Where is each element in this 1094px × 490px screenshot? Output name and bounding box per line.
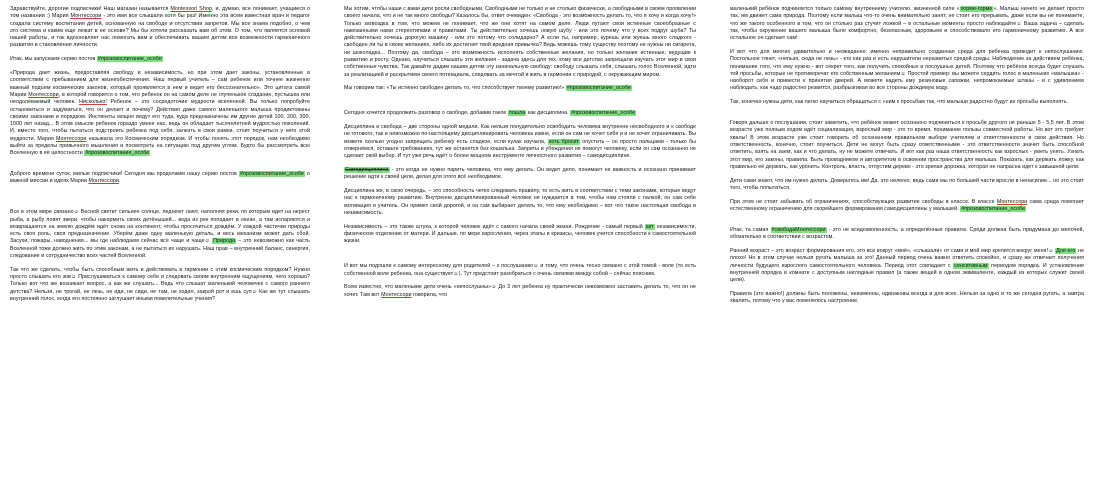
paragraph: маленький ребёнок подчиняется только самому внутреннему учителю, жизненной силе «хорме-горме». Малыш ничего не делает просто так, им движет сама природа. Поэтому если малыш что-то очень внимательно занят, не стоит его прерывать, даже если вы не понимаете, что же такого особенного в том, что он столько раз стучит ложкой – в остальные моменты просто наблюдайте☺ Ваша задача – сделать так, чтобы окружение вашего малыша было комфортно, безопасным, здоровьем и способствовало его гармоничному развитию. А все остальное он сделает сам! — [730, 6, 1084, 42]
brand-name: Montessori Shop — [170, 6, 212, 12]
paragraph: Говоря дальше о послушании, стоит заметить, что ребёнок может осознанно подчиниться к просьбе другого не раньше 5 - 5,5 лет. В этом возрасте уже полным ходом идёт социализация, взрослый мир - это то время, понимание пользы совместной работы. Но вот это требует хвалы! В этом возрасте уже стоит говорить об осознанном правильном выборе учителем и ответственности в свои действия. Но ответственность, конечно, стоит поучиться. Дети не могут быть сразу ответственными - это ответственности значит быть способной ответить, взять на заем, как и что делать, ну не можете отвечать. И вот как раз наша ответственность как взрослых - уметь унять. Узнать этот мир, его законы, правила. Быть проводником и авторитетом в освоении пространства для малыша. Показать, как держать ложку, как правильно её держать, как уронить. Контроль, власть, отпустим дерево - это зрелая дорожка, которая не напрасна идет к завышной цели. — [730, 120, 1084, 170]
highlight: хоть бросит — [548, 138, 580, 145]
paragraph: Самодисциплина - это когда не нужно парить человека, что ему делать. Он ведет дело, понимает не важность и осознано принимает решение идти к своей цели, делая для этого всё необходимое. — [344, 167, 696, 181]
paragraph: Здравствуйте, дорогие подписчики! Наш магазин называется Montessori Shop, и, думаю, все понимает, учащиеся о том названии :) Мария Монтессори - это имя все слышали хотя бы раз! Именно эта всем известная врач и педагог создала систему воспитания детей, основанную на свободе и отсутствии запретов. Мы все знаем подобно, о чем это система и каким еще лежат в ее основе? Мы бы хотели рассказать вам об этом. О том, что является основой нашей работы, и так вдохновляет нас помогать вам и обеспечивать вашим детям все возможности гармоничного развития и становления личности. — [10, 6, 311, 49]
hashtag: #прозовоспитание_особе — [571, 110, 636, 117]
text-column-2 — [334, 0, 706, 490]
emphasis: Нисколько! — [79, 99, 107, 106]
highlight: Природа — [213, 238, 236, 245]
text-column-3 — [720, 0, 1094, 490]
author-name: Монтессори — [88, 178, 119, 185]
author-name: Монтессори — [56, 135, 87, 142]
text-column-1 — [0, 0, 320, 490]
author-name: Монтессори — [381, 291, 412, 298]
author-name: Монтессори — [28, 91, 59, 98]
hashtag: #прозовоспитание_особе — [239, 171, 304, 178]
paragraph: Правила (это важно!) должны быть положены, неизменны, одинаковы всегда и для всех. Нельзя за одно и то же сегодня ругать, а завтра хвалить, потому что у вас поменялось настроение. — [730, 290, 1084, 305]
column-gutter — [706, 0, 720, 490]
paragraph: Дисциплина же, в свою очередь, – это способность четко следовать правилу, то есть жить в соответствии с теми законами, которые ведут нас к гармоничному развитию. Внутренне дисциплинированный человек не нуждается в том, чтобы нам стояли с палкой, он сам себе мотивация и учитель. Он примет свой дорогой, и он сам выбирает делать то, что ему необходимо – вот что такое настоящая свобода и независимость. — [344, 188, 696, 217]
paragraph: Доброго времени суток, милые подписчики! Сегодня мы продолжим нашу серию постов #прозовоспитание_особе о важной миссии и идеях Марии Монтессори. — [10, 171, 310, 185]
paragraph: Так что же сделать, чтобы быть способным жить и действовать в гармонии с этим космическим порядком? Нужно просто слышать его зов☺ Прислушиваться к самому себе и следовать своим внутренним ощущениям, чего хорошо? Только вот что же возникает вопрос, а как же слушать... Ведь что слышат маленький человечек с самого раннего детства? Нельзя, не трогай, не лезь, не иди, не сиди, не там, не ходил, закрой рот и ешь суп☺ Как же тут слышать внутренний голос, когда его постоянно заглушает иными повелительные учения? — [10, 266, 310, 302]
hashtag: #прозовоспитание_особе — [566, 85, 631, 92]
paragraph: Дети сами знают, что им нужно делать. Доверьтесь им! Да, это нелегко, ведь сами мы по большей части вросли в ненасилие... но это стоит того, чтобы попытаться. — [730, 177, 1084, 191]
column-gutter — [320, 0, 334, 490]
paragraph: Итак, та самая #свободаМонтессори - это не вседозволенность, а определённые правила. Среди должна быть придумана до мелочей, обязательно в соответствии с возрастом. — [730, 226, 1084, 241]
paragraph: Всем известно, что маленькие дети очень «непослушны»☺ До 3 лет ребенка ну практически невозможно заставить делать то, что он не хочет. Там вот Монтессори говорила, что — [344, 284, 696, 298]
hashtag: #свободаМонтессори — [771, 226, 826, 233]
paragraph: Дисциплина и свобода – две стороны одной медали. Как нельзя понудительно освободить человека внутренне несвободного и к свободе не готового, так и невозможно по-настоящему дисциплинировать человека извне, если он сам не хочет себя и и не хочет ограничивать. Вы можете сколько угодно запрещать ребенку есть сладкое, если кулак изучала, хоть бросит опустить – он просто пальцами - только бы отвернёмся, оставьте требованиях, тут же останется без кошелька. Запреты и убеждения не помогут человеку, если он сам осознанно не сделает свой выбор. И тут уже речь идёт о более мощном инструменте личностного развития – самодисциплине. — [344, 124, 696, 160]
paragraph: И вот что для многих удивительно и неожиданно: именно неправильно созданная среда для ребенка приводит к непослушанию. Постольное тянет, «нельзя, сюда не лезь» - кто как раз и есть нарушители неразвитых средой среды. Наблюдение за действием ребёнка, понимание того, что ему нужно - вот секрет того, как получить спокойных и послушных детей. Поэтому что ребёнок всегда будет слушать той просьбы, которые не противоречат его собственным желаниям☺ Простой пример: вы можете сердить голос в маленьких «малышка» - наоборот себя и привести к принятия дверей. А можете надеть ему резиновые сапожки, непромокаемые штаны - и с удивлением наблюдать, как чадо радостно резвится, разбрызгивая во все стороны дождевую воду. — [730, 48, 1084, 92]
paragraph: Мы говорим так: «Ты истинно свободен делать то, что способствует твоему развитию!» #прозовоспитание_особе — [344, 85, 631, 92]
paragraph: При этом не стоит забывать об ограничениях, способствующих развитие свободы в классе. В классе Монтессори сама среда помогает естественному ограничению для скорейшего формирования самодисциплины у малышей. #прозовоспитание_особе — [730, 198, 1084, 213]
paragraph: Итак, мы запускаем серию постов #прозовоспитание_особе — [10, 56, 162, 63]
highlight: Для его — [1056, 247, 1076, 254]
hashtag: #прозовоспитание_особе — [85, 150, 150, 157]
paragraph: Ранний возраст – это возраст формирования его, это все вокруг «моё», «слышали» от сами и мой мир крепится вокруг меня!☺ Для его не плохо! Но в этом случае нельзя ругать малыша за эго! Данный период очень важно ответить спокойно, и сразу же отвечает получения личности будущего взрослого самостоятельного человека. Период этот совпадает с сенситивным периодом порядка. И установление внутренней порядка в комнате с доступным наглядные правил (а также вещей в одном эквиваленте, каждый из которых служит своей цели). — [730, 247, 1084, 284]
paragraph: «Природа дает жизнь, предоставляя свободу и независимость, но при этом дает законы, установленные в соответствии с пребыванием для жизнеобеспечения. Наш первый учитель – сам ребенок или точнее жизненно важный подъем космических законов, который проявляется в нем и ведет его бессознательно». Это цитата самой Марии Монтессори, в которой говорится о том, что ребенок он на самом деле не глупенькое создание, пустышка или неодолеваемый человек. Нисколько! Ребенок – это сосредоточие мудрости вселенной. Вы только попробуйте остановиться и задуматься, что он делает и почему? Действия даже самого маленького малыша продиктованы своими законами и порядком. Инстинкты мощно ведут его туда, куда предназначены им другие детей 100, 200, 300, 1000 лет назад... В этом смысле ребенок гораздо умнее нас, ведь он обладает тысячелетней мудростью поколений. И, вместо того, чтобы пытаться подстроить ребенка под себя, залезть в свои рамки, стоит поучиться у него этой мудрости. Мария Монтессори называла это Космическим порядком. И чтобы понять этот порядок, нам необходимо выйти за пределы привычного мышления и посмотреть на ситуацию под другим углом. Будто бы рассмотреть всю Вселенную в её целостности #прозовоспитание_особе — [10, 70, 310, 157]
paragraph: Все в этом мире связано☺ Весной светит сильнее солнце, леднеют лают, наполняя реки, по которым идет на нерест рыба, а рыбу ловят звери, чтобы накормить своих детёнышей... вода из рек попадает в океан, а там испаряются и возвращаются на землю дождём идёт снова на континент, чтобы просочиться дождём. У каждой частички природы есть своя роль, своя предназначение. Уберём даже одну маленькую деталь, и весь механизм может дать сбой. Засухи, пожары, наводнения... мы где наблюдаем сейчас всё чаще и чаще☺ Природа – это невозможно как часть Вселенной тоже должно жить по этим законам, а не пытаться их нарушать. Наш прав – внутренний баланс, синергия, следование и сотрудничество всех частей Вселенной. — [10, 209, 310, 260]
author-name: Монтессори — [996, 198, 1028, 205]
author-name: Монтессори — [70, 13, 102, 20]
paragraph: Мы хотим, чтобы наши с вами дети росли свободными. Свободными не только и не столько физически, а свободными в своём проявлении своего начала, что и не так много свободы? Казалось бы, ответ очевиден: «Свобода - это возможность делать то, что я хочу и когда хочу!» Только загвоздка в том, что можем не понимает, что же они хотят на самом деле. Люди путают свои истинные своеобразные с навязанными нами стереотипами и правилами. Ты действительно хочешь новую шубу - или это почему что у всех подруг шуба? Ты действительно хочешь дорогую машину - или это потому что солидарно? А если ты, например, курешь или жуешь много сладкого - свободен ли ты в своих желаниях, либо их достигнет твой вредная привычка? Ведь можешь тому существу поэтому не нужны ни сигарета, ни шоколадка... Поэтому да, свобода – это возможность исполнять собственные желания, но только желания истинные, ведущие к развитию и росту. Однако, научиться слышать эти желания - задача здесь для тех, кому все детство запрещали изучать этот мир и свои собственные чувства. Так давайте дадим нашим детям эту изначальную свободу: свободу слышать себя, слышать голос Вселенной, идти за реализацией и раскрытием своего потенциала, следовать за мечтой и жить в гармонии с природой, с окружающим миром. — [344, 6, 696, 78]
highlight: пошла — [508, 110, 526, 117]
paragraph: Независимость – это также штука, к которой человек идёт с самого начала своей жизни. Рождение - самый первый акт независимости, физическое отделение от матери. И дальше, по мере взросления, через этапы и кризисы, человек учится способности к самостоятельной жизни. — [344, 223, 696, 245]
highlight: хорме-горме — [960, 6, 993, 12]
strikethrough-word: Самодисциплина — [345, 167, 389, 174]
hashtag: #прозовоспитание_особе — [97, 56, 162, 63]
paragraph: Так, конечно нужны дети, как легко научиться обращаться с «ним к просьбам так, что малыши радостно будут их просьбы выполнять. — [730, 99, 1069, 106]
highlight: акт — [645, 223, 654, 230]
hashtag: #прозовоспитание_особе — [961, 206, 1026, 213]
highlight: сенситивным — [954, 262, 988, 269]
paragraph: Сегодня хочется продолжить разговор о свободе, добавив такое пошла как дисциплина. #прозовоспитание_особе — [344, 110, 636, 117]
paragraph: И вот мы подошли к самому интересному для родителей – к послушанию☺ и тому, что очень тесно связано с этой темой - воле (то есть собственной воле ребенка, она существует☺). Тут предстоит разобраться с очень связями между собой – сейчас поясним. — [344, 263, 696, 277]
